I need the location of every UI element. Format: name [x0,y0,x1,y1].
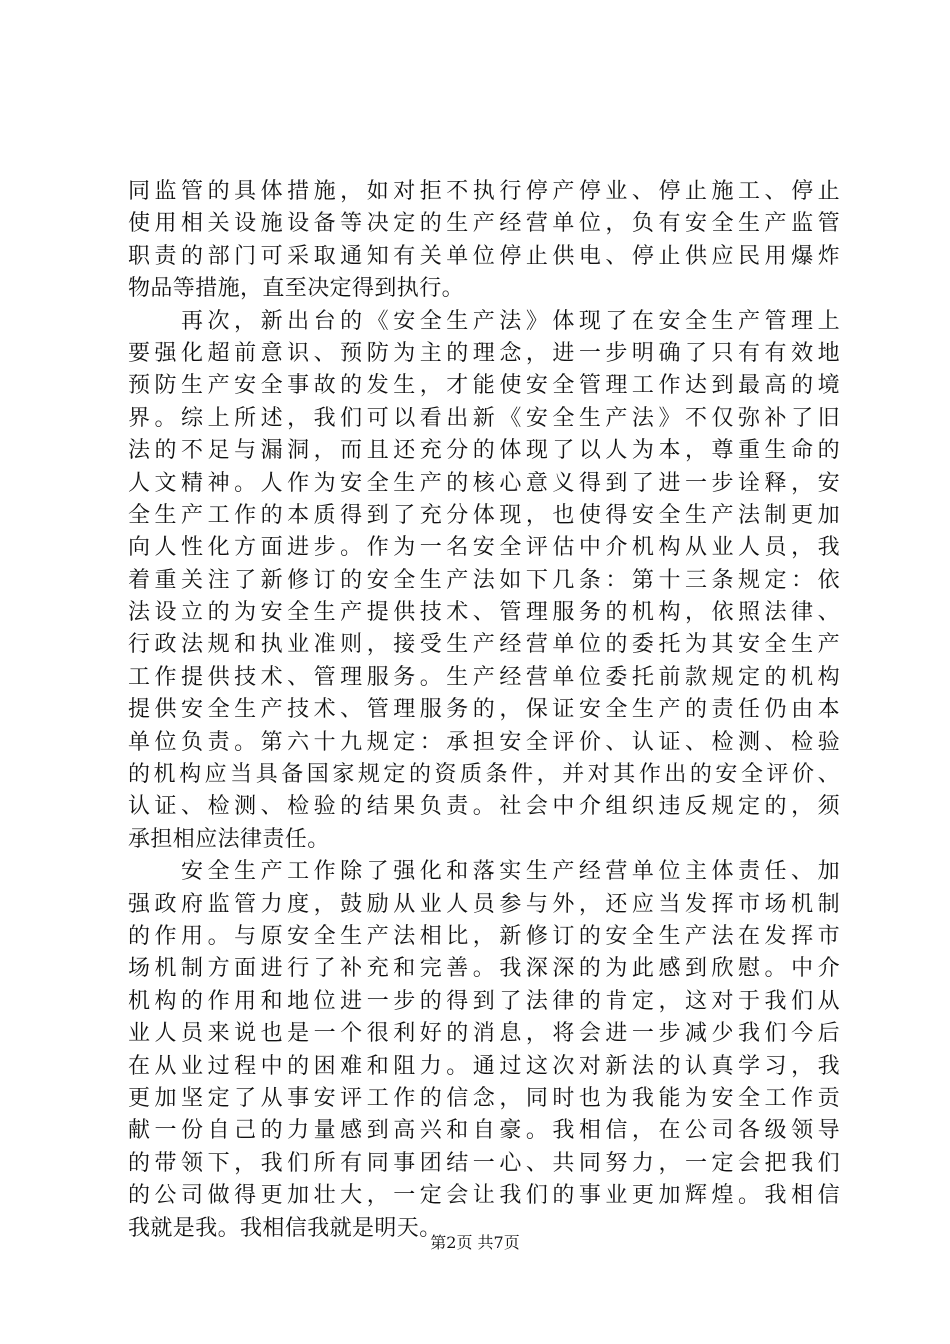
text-line: 的机构应当具备国家规定的资质条件，并对其作出的安全评价、 [128,762,840,788]
text-line: 业人员来说也是一个很利好的消息，将会进一步减少我们今后 [128,1021,840,1047]
text-line: 的带领下，我们所有同事团结一心、共同努力，一定会把我们 [128,1150,840,1176]
text-line: 人文精神。人作为安全生产的核心意义得到了进一步诠释，安 [128,470,840,496]
text-line: 预防生产安全事故的发生，才能使安全管理工作达到最高的境 [128,373,840,399]
text-line: 要强化超前意识、预防为主的理念，进一步明确了只有有效地 [128,340,840,366]
paragraph-start-line: 再次，新出台的《安全生产法》体现了在安全生产管理上 [181,308,840,334]
text-line: 法设立的为安全生产提供技术、管理服务的机构，依照法律、 [128,600,840,626]
text-line: 工作提供技术、管理服务。生产经营单位委托前款规定的机构 [128,664,840,690]
text-line: 更加坚定了从事安评工作的信念，同时也为我能为安全工作贡 [128,1085,840,1111]
text-line: 在从业过程中的困难和阻力。通过这次对新法的认真学习，我 [128,1053,840,1079]
text-line: 法的不足与漏洞，而且还充分的体现了以人为本，尊重生命的 [128,438,840,464]
text-line: 强政府监管力度，鼓励从业人员参与外，还应当发挥市场机制 [128,891,840,917]
text-line: 向人性化方面进步。作为一名安全评估中介机构从业人员，我 [128,535,840,561]
text-line: 物品等措施，直至决定得到执行。 [128,276,465,302]
text-line: 场机制方面进行了补充和完善。我深深的为此感到欣慰。中介 [128,956,840,982]
text-line: 献一份自己的力量感到高兴和自豪。我相信，在公司各级领导 [128,1118,840,1144]
text-line: 同监管的具体措施，如对拒不执行停产停业、停止施工、停止 [128,179,840,204]
paragraph-start-line: 安全生产工作除了强化和落实生产经营单位主体责任、加 [181,859,840,885]
text-line: 全生产工作的本质得到了充分体现，也使得安全生产法制更加 [128,502,840,528]
text-line: 着重关注了新修订的安全生产法如下几条：第十三条规定：依 [128,567,840,593]
text-line: 行政法规和执业准则，接受生产经营单位的委托为其安全生产 [128,632,840,658]
text-line: 使用相关设施设备等决定的生产经营单位，负有安全生产监管 [128,211,840,237]
text-line: 职责的部门可采取通知有关单位停止供电、停止供应民用爆炸 [128,243,840,269]
text-line: 的作用。与原安全生产法相比，新修订的安全生产法在发挥市 [128,923,840,949]
text-line: 机构的作用和地位进一步的得到了法律的肯定，这对于我们从 [128,988,840,1014]
text-line: 单位负责。第六十九规定：承担安全评价、认证、检测、检验 [128,729,840,755]
text-line: 承担相应法律责任。 [128,826,330,852]
document-body [128,176,840,1245]
text-line: 提供安全生产技术、管理服务的，保证安全生产的责任仍由本 [128,697,840,723]
text-line: 的公司做得更加壮大，一定会让我们的事业更加辉煌。我相信 [128,1183,840,1209]
text-line: 界。综上所述，我们可以看出新《安全生产法》不仅弥补了旧 [128,405,840,431]
page-number-footer: 第2页 共7页 [430,1233,520,1252]
text-line: 我就是我。我相信我就是明天。 [128,1215,442,1241]
text-line: 认证、检测、检验的结果负责。社会中介组织违反规定的，须 [128,794,840,820]
